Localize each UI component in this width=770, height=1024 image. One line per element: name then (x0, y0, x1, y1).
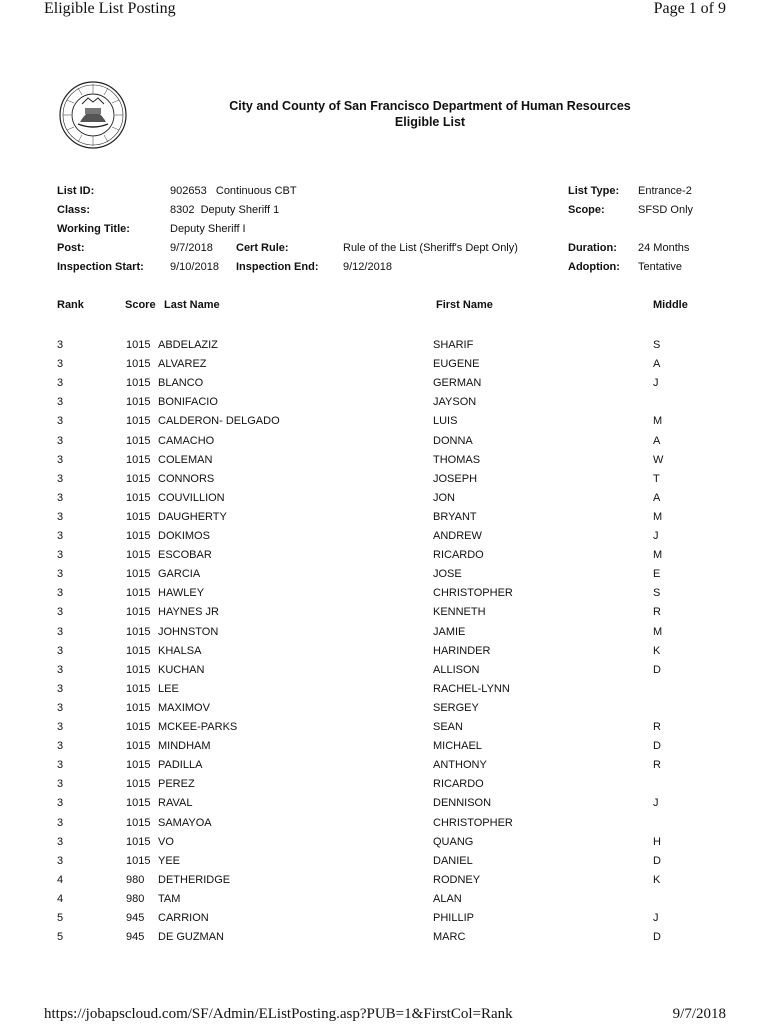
last-name-cell: CAMACHO (158, 434, 215, 447)
list-id-label: List ID: (57, 185, 95, 197)
last-name-cell: VO (158, 835, 174, 848)
table-row (0, 415, 770, 431)
table-row (0, 797, 770, 813)
list-id-value: 902653 Continuous CBT (170, 185, 297, 197)
print-page-number: Page 1 of 9 (653, 0, 726, 17)
list-type-value: Entrance-2 (638, 185, 692, 197)
table-row (0, 396, 770, 412)
last-name-cell: JOHNSTON (158, 625, 219, 638)
table-row (0, 606, 770, 622)
middle-initial-cell: M (653, 510, 663, 523)
rank-cell: 3 (57, 510, 64, 523)
scope-value: SFSD Only (638, 204, 694, 216)
table-row (0, 721, 770, 737)
score-cell: 1015 (126, 625, 151, 638)
last-name-cell: DETHERIDGE (158, 873, 231, 886)
middle-initial-cell: D (653, 931, 661, 944)
score-cell: 1015 (126, 682, 151, 695)
rank-cell: 3 (57, 472, 64, 485)
cert-rule-label: Cert Rule: (236, 242, 289, 254)
first-name-cell: MARC (433, 931, 466, 944)
cert-rule-value: Rule of the List (Sheriff's Dept Only) (343, 242, 518, 254)
rank-cell: 5 (57, 931, 64, 944)
table-row (0, 855, 770, 871)
table-row (0, 568, 770, 584)
last-name-cell: DAUGHERTY (158, 510, 227, 523)
table-row (0, 912, 770, 928)
rank-cell: 3 (57, 816, 64, 829)
rank-cell: 3 (57, 549, 64, 562)
last-name-cell: BLANCO (158, 377, 204, 390)
last-name-cell: ALVAREZ (158, 358, 207, 371)
first-name-cell: JOSE (433, 568, 462, 581)
last-name-cell: KUCHAN (158, 663, 205, 676)
score-cell: 1015 (126, 491, 151, 504)
score-cell: 980 (126, 892, 145, 905)
table-header (0, 299, 770, 315)
first-name-cell: ANTHONY (433, 759, 487, 772)
rank-cell: 4 (57, 892, 64, 905)
table-row (0, 492, 770, 508)
table-row (0, 549, 770, 565)
rank-cell: 3 (57, 587, 64, 600)
score-cell: 945 (126, 912, 145, 924)
rank-cell: 3 (57, 339, 64, 351)
column-header-last-name: Last Name (164, 299, 220, 311)
table-row (0, 339, 770, 355)
table-row (0, 759, 770, 775)
rank-cell: 5 (57, 912, 64, 924)
table-row (0, 778, 770, 794)
list-subtitle: Eligible List (394, 115, 466, 129)
print-header-title: Eligible List Posting (44, 0, 176, 17)
first-name-cell: EUGENE (433, 358, 480, 371)
first-name-cell: HARINDER (433, 644, 491, 657)
first-name-cell: QUANG (433, 835, 474, 848)
last-name-cell: DE GUZMAN (158, 931, 224, 944)
middle-initial-cell: A (653, 358, 661, 371)
score-cell: 1015 (126, 587, 151, 600)
first-name-cell: JOSEPH (433, 472, 478, 485)
score-cell: 1015 (126, 721, 151, 733)
last-name-cell: ABDELAZIZ (158, 339, 218, 351)
last-name-cell: BONIFACIO (158, 396, 218, 409)
working-title-value: Deputy Sheriff I (170, 223, 246, 235)
first-name-cell: PHILLIP (433, 912, 474, 924)
middle-initial-cell: E (653, 568, 661, 581)
score-cell: 1015 (126, 568, 151, 581)
score-cell: 1015 (126, 510, 151, 523)
score-cell: 1015 (126, 396, 151, 409)
rank-cell: 3 (57, 740, 64, 753)
last-name-cell: ESCOBAR (158, 549, 212, 562)
score-cell: 1015 (126, 453, 151, 466)
rank-cell: 3 (57, 415, 64, 428)
middle-initial-cell: D (653, 854, 661, 867)
middle-initial-cell: S (653, 339, 661, 351)
column-header-first-name: First Name (436, 299, 493, 311)
inspection-start-label: Inspection Start: (57, 261, 144, 273)
city-seal-icon (58, 80, 128, 150)
first-name-cell: ANDREW (433, 530, 482, 542)
middle-initial-cell: R (653, 759, 661, 772)
last-name-cell: TAM (158, 892, 181, 905)
rank-cell: 3 (57, 721, 64, 733)
last-name-cell: HAWLEY (158, 587, 205, 600)
table-row (0, 377, 770, 393)
last-name-cell: CARRION (158, 912, 209, 924)
first-name-cell: RODNEY (433, 873, 481, 886)
rank-cell: 3 (57, 568, 64, 581)
first-name-cell: MICHAEL (433, 740, 482, 753)
middle-initial-cell: M (653, 415, 663, 428)
middle-initial-cell: J (653, 530, 659, 542)
middle-initial-cell: T (653, 472, 660, 485)
rank-cell: 3 (57, 644, 64, 657)
first-name-cell: KENNETH (433, 606, 486, 619)
adoption-value: Tentative (638, 261, 683, 273)
first-name-cell: DENNISON (433, 797, 492, 810)
last-name-cell: YEE (158, 854, 181, 867)
first-name-cell: SERGEY (433, 701, 479, 714)
column-header-rank: Rank (57, 299, 84, 311)
last-name-cell: DOKIMOS (158, 530, 210, 542)
middle-initial-cell: K (653, 644, 661, 657)
list-type-label: List Type: (568, 185, 620, 197)
rank-cell: 3 (57, 606, 64, 619)
middle-initial-cell: A (653, 434, 661, 447)
score-cell: 1015 (126, 358, 151, 371)
rank-cell: 3 (57, 358, 64, 371)
rank-cell: 3 (57, 835, 64, 848)
middle-initial-cell: H (653, 835, 661, 848)
rank-cell: 3 (57, 530, 64, 542)
adoption-label: Adoption: (568, 261, 620, 273)
middle-initial-cell: M (653, 549, 663, 562)
table-row (0, 530, 770, 546)
table-row (0, 874, 770, 890)
score-cell: 945 (126, 931, 145, 944)
last-name-cell: MINDHAM (158, 740, 211, 753)
table-row (0, 702, 770, 718)
first-name-cell: DONNA (433, 434, 473, 447)
score-cell: 1015 (126, 835, 151, 848)
last-name-cell: GARCIA (158, 568, 201, 581)
inspection-end-value: 9/12/2018 (343, 261, 392, 273)
last-name-cell: CALDERON- DELGADO (158, 415, 280, 428)
first-name-cell: RACHEL-LYNN (433, 682, 510, 695)
rank-cell: 3 (57, 377, 64, 390)
inspection-start-value: 9/10/2018 (170, 261, 219, 273)
rank-cell: 3 (57, 701, 64, 714)
first-name-cell: DANIEL (433, 854, 473, 867)
column-header-score: Score (125, 299, 156, 311)
table-row (0, 587, 770, 603)
middle-initial-cell: K (653, 873, 661, 886)
class-value: 8302 Deputy Sheriff 1 (170, 204, 280, 216)
print-footer-url: https://jobapscloud.com/SF/Admin/EListPosting.asp?PUB=1&FirstCol=Rank (44, 1006, 513, 1022)
scope-label: Scope: (568, 204, 605, 216)
score-cell: 1015 (126, 415, 151, 428)
first-name-cell: LUIS (433, 415, 458, 428)
score-cell: 980 (126, 873, 145, 886)
score-cell: 1015 (126, 530, 151, 542)
first-name-cell: RICARDO (433, 778, 484, 791)
rank-cell: 3 (57, 797, 64, 810)
first-name-cell: JON (433, 491, 455, 504)
middle-initial-cell: M (653, 625, 663, 638)
table-row (0, 740, 770, 756)
last-name-cell: KHALSA (158, 644, 202, 657)
middle-initial-cell: A (653, 491, 661, 504)
score-cell: 1015 (126, 740, 151, 753)
rank-cell: 3 (57, 759, 64, 772)
last-name-cell: RAVAL (158, 797, 193, 810)
score-cell: 1015 (126, 759, 151, 772)
rank-cell: 3 (57, 434, 64, 447)
middle-initial-cell: W (653, 453, 664, 466)
last-name-cell: MCKEE-PARKS (158, 721, 238, 733)
table-row (0, 435, 770, 451)
score-cell: 1015 (126, 472, 151, 485)
first-name-cell: ALLISON (433, 663, 480, 676)
first-name-cell: SEAN (433, 721, 463, 733)
last-name-cell: PADILLA (158, 759, 203, 772)
score-cell: 1015 (126, 377, 151, 390)
rank-cell: 3 (57, 625, 64, 638)
last-name-cell: COUVILLION (158, 491, 225, 504)
middle-initial-cell: R (653, 606, 661, 619)
last-name-cell: PEREZ (158, 778, 195, 791)
post-value: 9/7/2018 (170, 242, 213, 254)
org-title: City and County of San Francisco Department of Human Resources (229, 99, 631, 113)
duration-label: Duration: (568, 242, 617, 254)
first-name-cell: CHRISTOPHER (433, 587, 513, 600)
rank-cell: 3 (57, 778, 64, 791)
rank-cell: 3 (57, 453, 64, 466)
last-name-cell: MAXIMOV (158, 701, 210, 714)
last-name-cell: HAYNES JR (158, 606, 219, 619)
score-cell: 1015 (126, 797, 151, 810)
class-label: Class: (57, 204, 91, 216)
rank-cell: 3 (57, 491, 64, 504)
duration-value: 24 Months (638, 242, 690, 254)
score-cell: 1015 (126, 606, 151, 619)
first-name-cell: THOMAS (433, 453, 481, 466)
first-name-cell: BRYANT (433, 510, 477, 523)
rank-cell: 3 (57, 854, 64, 867)
score-cell: 1015 (126, 644, 151, 657)
table-row (0, 683, 770, 699)
table-row (0, 473, 770, 489)
first-name-cell: JAYSON (433, 396, 477, 409)
last-name-cell: SAMAYOA (158, 816, 212, 829)
score-cell: 1015 (126, 778, 151, 791)
working-title-label: Working Title: (57, 223, 130, 235)
last-name-cell: LEE (158, 682, 179, 695)
score-cell: 1015 (126, 339, 151, 351)
score-cell: 1015 (126, 701, 151, 714)
print-footer-date: 9/7/2018 (672, 1006, 726, 1022)
rank-cell: 3 (57, 396, 64, 409)
middle-initial-cell: D (653, 663, 661, 676)
table-row (0, 664, 770, 680)
rank-cell: 3 (57, 682, 64, 695)
middle-initial-cell: D (653, 740, 661, 753)
rank-cell: 4 (57, 873, 64, 886)
middle-initial-cell: J (653, 377, 659, 390)
table-row (0, 893, 770, 909)
middle-initial-cell: J (653, 797, 659, 810)
table-row (0, 511, 770, 527)
score-cell: 1015 (126, 816, 151, 829)
rank-cell: 3 (57, 663, 64, 676)
inspection-end-label: Inspection End: (236, 261, 319, 273)
table-row (0, 454, 770, 470)
table-row (0, 358, 770, 374)
middle-initial-cell: R (653, 721, 661, 733)
last-name-cell: COLEMAN (158, 453, 213, 466)
last-name-cell: CONNORS (158, 472, 215, 485)
middle-initial-cell: S (653, 587, 661, 600)
first-name-cell: RICARDO (433, 549, 484, 562)
table-row (0, 645, 770, 661)
table-row (0, 931, 770, 947)
table-row (0, 836, 770, 852)
column-header-middle: Middle (653, 299, 688, 311)
first-name-cell: JAMIE (433, 625, 466, 638)
first-name-cell: CHRISTOPHER (433, 816, 513, 829)
middle-initial-cell: J (653, 912, 659, 924)
first-name-cell: SHARIF (433, 339, 474, 351)
first-name-cell: GERMAN (433, 377, 482, 390)
post-label: Post: (57, 242, 85, 254)
score-cell: 1015 (126, 549, 151, 562)
table-row (0, 626, 770, 642)
score-cell: 1015 (126, 434, 151, 447)
table-row (0, 817, 770, 833)
score-cell: 1015 (126, 663, 151, 676)
score-cell: 1015 (126, 854, 151, 867)
first-name-cell: ALAN (433, 892, 462, 905)
